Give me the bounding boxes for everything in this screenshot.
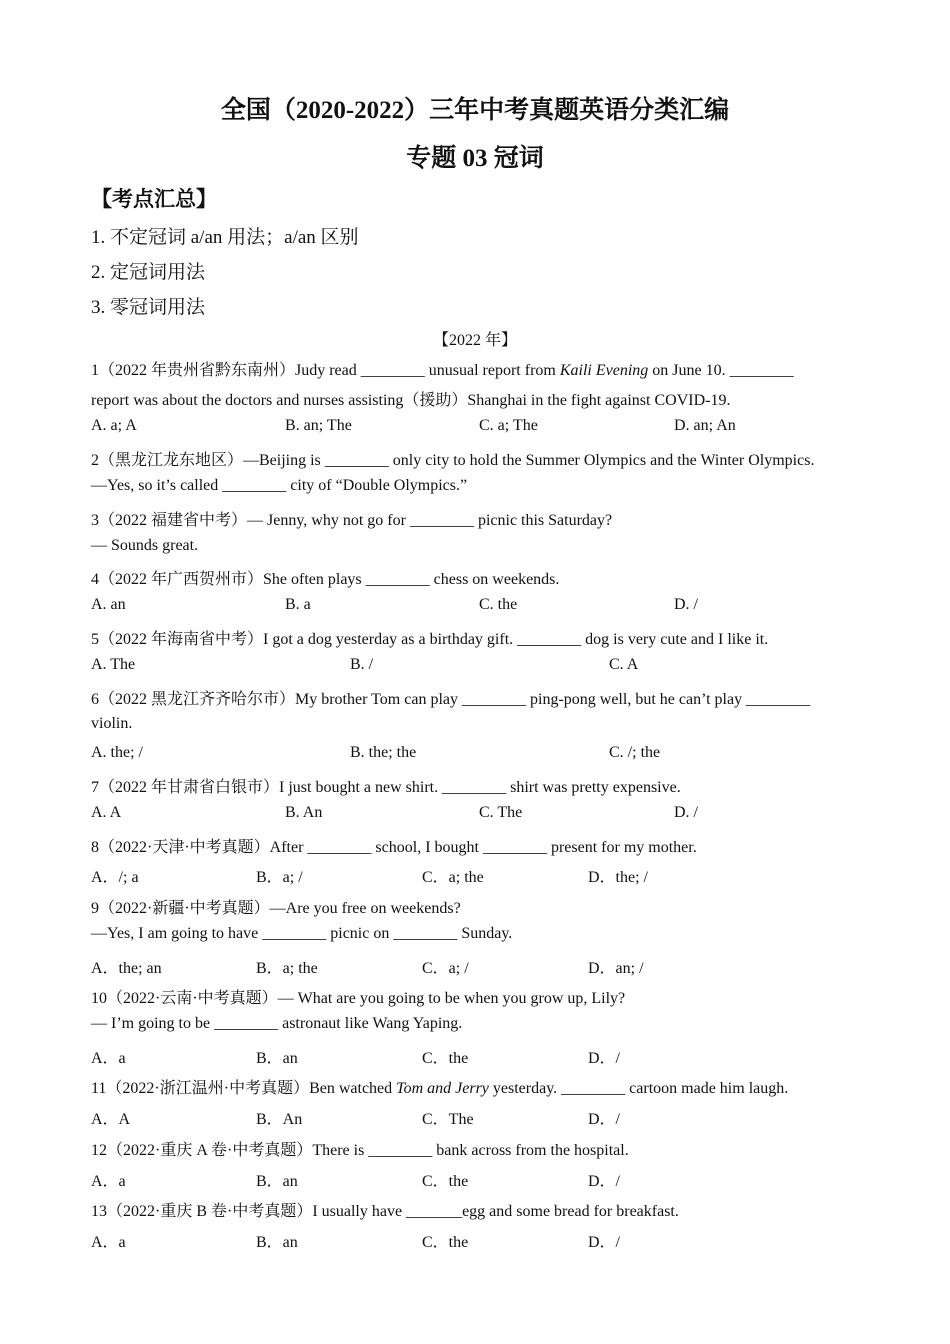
answer-option: C．a; the xyxy=(422,869,484,886)
answer-options xyxy=(91,864,851,886)
answer-option: D. an; An xyxy=(674,417,736,434)
answer-option: B．an xyxy=(256,1173,298,1190)
answer-option: C. the xyxy=(479,596,518,613)
answer-option: D. / xyxy=(674,804,698,821)
question-text: 9（2022·新疆·中考真题）—Are you free on weekends? xyxy=(91,900,461,917)
question-text: 7（2022 年甘肃省白银市）I just bought a new shirt. ________ shirt was pretty expensive. xyxy=(91,779,681,796)
answer-option: B．a; the xyxy=(256,960,318,977)
answer-option: D．/ xyxy=(588,1050,621,1067)
answer-option: C. The xyxy=(479,804,523,821)
answer-options xyxy=(91,417,851,439)
summary-heading: 【考点汇总】 xyxy=(91,187,217,211)
answer-option: D．/ xyxy=(588,1111,621,1128)
answer-option: A．/; a xyxy=(91,869,139,886)
question-text: violin. xyxy=(91,715,133,732)
question-text: 12（2022·重庆 A 卷·中考真题）There is ________ bank across from the hospital. xyxy=(91,1142,629,1159)
answer-option: A. an xyxy=(91,596,126,613)
answer-option: D．an; / xyxy=(588,960,644,977)
answer-option: B. a xyxy=(285,596,311,613)
question-text: —Yes, I am going to have ________ picnic on ________ Sunday. xyxy=(91,925,513,942)
answer-option: A. The xyxy=(91,656,136,673)
answer-option: D．/ xyxy=(588,1173,621,1190)
question-text: 8（2022·天津·中考真题）After ________ school, I bought ________ present for my mother. xyxy=(91,839,697,856)
answer-options xyxy=(91,955,851,977)
question-text: 5（2022 年海南省中考）I got a dog yesterday as a birthday gift. ________ dog is very cute and I like it. xyxy=(91,631,769,648)
answer-option: B. an; The xyxy=(285,417,352,434)
answer-option: A. a; A xyxy=(91,417,137,434)
italic-title: Tom and Jerry xyxy=(396,1080,489,1097)
question-text: report was about the doctors and nurses assisting（援助）Shanghai in the fight against COVID-19. xyxy=(91,392,731,409)
answer-option: C．the xyxy=(422,1050,469,1067)
answer-option: A．the; an xyxy=(91,960,162,977)
italic-title: Kaili Evening xyxy=(559,362,649,379)
answer-option: D．/ xyxy=(588,1234,621,1251)
answer-options xyxy=(91,656,851,678)
answer-option: B．an xyxy=(256,1234,298,1251)
answer-option: C．The xyxy=(422,1111,474,1128)
answer-option: C. A xyxy=(609,656,639,673)
answer-option: B．a; / xyxy=(256,869,303,886)
year-header: 【2022 年】 xyxy=(432,332,517,349)
answer-option: A．a xyxy=(91,1173,126,1190)
question-text: 10（2022·云南·中考真题）— What are you going to be when you grow up, Lily? xyxy=(91,990,626,1007)
answer-option: D. / xyxy=(674,596,698,613)
answer-options xyxy=(91,1045,851,1067)
answer-option: C．the xyxy=(422,1234,469,1251)
answer-option: A. the; / xyxy=(91,744,143,761)
document-title: 全国（2020-2022）三年中考真题英语分类汇编 xyxy=(220,97,730,124)
answer-option: A. A xyxy=(91,804,122,821)
question-text: 11（2022·浙江温州·中考真题）Ben watched Tom and Jerry yesterday. ________ cartoon made him laugh. xyxy=(91,1080,789,1097)
question-text: 2（黑龙江龙东地区）—Beijing is ________ only city to hold the Summer Olympics and the Winter Olympics. xyxy=(91,452,815,469)
answer-option: C．the xyxy=(422,1173,469,1190)
question-text: 3（2022 福建省中考）— Jenny, why not go for ________ picnic this Saturday? xyxy=(91,512,613,529)
document-subtitle: 专题 03 冠词 xyxy=(406,145,544,172)
answer-option: B．An xyxy=(256,1111,303,1128)
question-text: 13（2022·重庆 B 卷·中考真题）I usually have _______egg and some bread for breakfast. xyxy=(91,1203,679,1220)
answer-option: B．an xyxy=(256,1050,298,1067)
answer-option: C. a; The xyxy=(479,417,538,434)
summary-point: 2. 定冠词用法 xyxy=(91,262,206,283)
answer-option: B. / xyxy=(350,656,374,673)
answer-option: C．a; / xyxy=(422,960,469,977)
answer-options xyxy=(91,1168,851,1190)
question-text: — Sounds great. xyxy=(91,537,199,554)
question-text: 1（2022 年贵州省黔东南州）Judy read ________ unusual report from Kaili Evening on June 10. ________ xyxy=(91,362,794,379)
question-text: —Yes, so it’s called ________ city of “Double Olympics.” xyxy=(91,477,468,494)
answer-options xyxy=(91,1229,851,1251)
answer-option: A．a xyxy=(91,1050,126,1067)
answer-options xyxy=(91,596,851,618)
summary-point: 3. 零冠词用法 xyxy=(91,297,206,318)
question-text: 6（2022 黑龙江齐齐哈尔市）My brother Tom can play ________ ping-pong well, but he can’t play ________ xyxy=(91,691,811,708)
answer-option: B. An xyxy=(285,804,323,821)
summary-point: 1. 不定冠词 a/an 用法；a/an 区别 xyxy=(91,227,359,248)
answer-option: B. the; the xyxy=(350,744,417,761)
question-text: — I’m going to be ________ astronaut like Wang Yaping. xyxy=(91,1015,463,1032)
answer-option: A．a xyxy=(91,1234,126,1251)
answer-option: D．the; / xyxy=(588,869,648,886)
answer-options xyxy=(91,1106,851,1128)
answer-option: C. /; the xyxy=(609,744,661,761)
question-text: 4（2022 年广西贺州市）She often plays ________ chess on weekends. xyxy=(91,571,560,588)
answer-options xyxy=(91,804,851,826)
answer-option: A．A xyxy=(91,1111,131,1128)
answer-options xyxy=(91,744,851,766)
